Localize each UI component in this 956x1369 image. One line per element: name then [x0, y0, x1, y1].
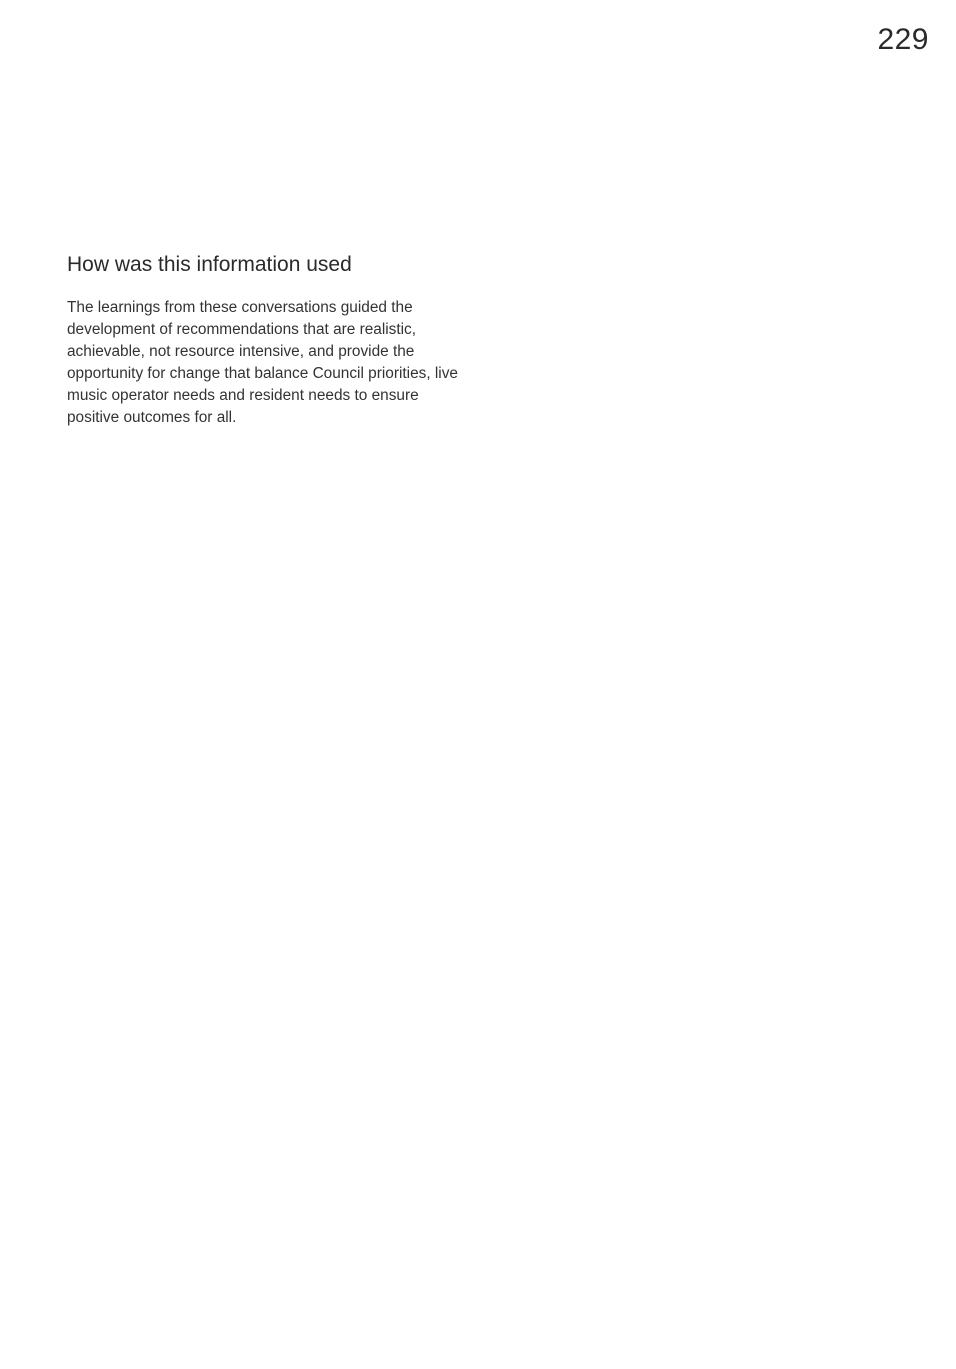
section-body-paragraph: The learnings from these conversations guided the development of recommendations that are realistic, achievable, not resource intensive, and provide the opportunity for change that balance Council priorities, live music operator needs and resident needs to ensure positive outcomes for all. [67, 299, 458, 426]
information-used-section [67, 250, 467, 429]
page-number: 229 [877, 23, 929, 56]
section-heading: How was this information used [67, 253, 352, 276]
